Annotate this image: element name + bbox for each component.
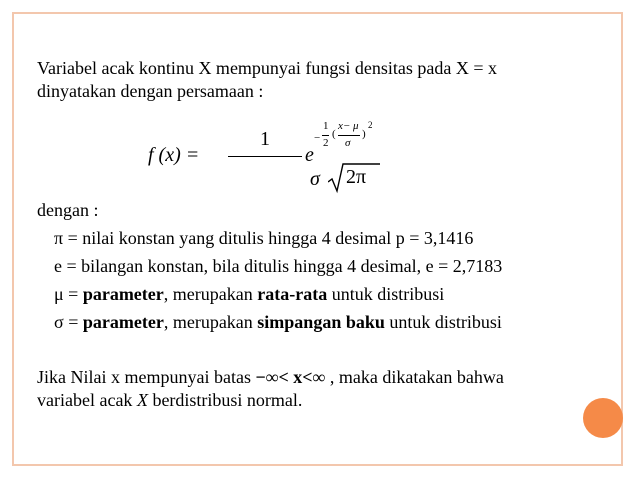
exp-inner-bar <box>338 135 360 136</box>
pi-text: = nilai konstan yang ditulis hingga 4 desimal p = 3,1416 <box>63 228 474 248</box>
exp-power: 2 <box>368 120 373 130</box>
conclusion-line-1 <box>37 367 504 388</box>
sigma-end: untuk distribusi <box>384 312 502 332</box>
sigma-param: parameter <box>82 312 164 332</box>
definition-e: e = bilangan konstan, bila ditulis hingga 4 desimal, e = 2,7183 <box>54 256 503 276</box>
mu-mid: , merupakan <box>163 284 258 304</box>
exp-half-bar <box>322 135 329 136</box>
exp-inner-num: x− μ <box>338 120 359 132</box>
conclusion-line-2 <box>37 390 302 411</box>
mu-symbol: μ <box>54 284 64 304</box>
fraction-bar <box>228 156 302 157</box>
exp-rparen: ) <box>362 128 366 140</box>
exp-half-num: 1 <box>323 120 329 132</box>
intro-line-2: dinyatakan dengan persamaan : <box>37 81 264 101</box>
conclusion-variable-x: X <box>136 390 148 410</box>
sigma-symbol: σ <box>54 312 64 332</box>
definition-mu <box>54 284 444 305</box>
conclusion-start: Jika Nilai x mempunyai batas <box>37 367 256 387</box>
conclusion-end: , maka dikatakan bahwa <box>325 367 504 387</box>
mu-param: parameter <box>82 284 164 304</box>
sigma-eq: = <box>63 312 83 332</box>
formula-exponent <box>314 120 394 160</box>
decorative-circle <box>583 398 623 438</box>
mu-eq: = <box>63 284 83 304</box>
dengan-label: dengan : <box>37 200 99 220</box>
sigma-bold: simpangan baku <box>257 312 385 332</box>
denominator-sigma: σ <box>310 168 320 190</box>
pi-symbol: π <box>54 228 64 248</box>
conclusion-line2-end: berdistribusi normal. <box>147 390 303 410</box>
exp-half-den: 2 <box>323 137 329 149</box>
mu-end: untuk distribusi <box>327 284 445 304</box>
conclusion-range: −∞< x<∞ <box>255 367 326 387</box>
sigma-mid: , merupakan <box>163 312 258 332</box>
definition-pi <box>54 228 473 249</box>
definition-sigma <box>54 312 502 333</box>
density-formula <box>148 118 408 198</box>
intro-line-1: Variabel acak kontinu X mempunyai fungsi densitas pada X = x <box>37 58 498 78</box>
denominator-root: 2π <box>346 166 367 188</box>
exp-lparen: ( <box>332 128 336 140</box>
exp-minus: − <box>314 132 321 144</box>
conclusion-line2-start: variabel acak <box>37 390 137 410</box>
formula-lhs: f (x) = <box>148 144 200 166</box>
exp-inner-den: σ <box>345 137 351 149</box>
mu-bold: rata-rata <box>257 284 328 304</box>
formula-base-e: e <box>305 144 314 166</box>
formula-numerator: 1 <box>260 128 270 150</box>
